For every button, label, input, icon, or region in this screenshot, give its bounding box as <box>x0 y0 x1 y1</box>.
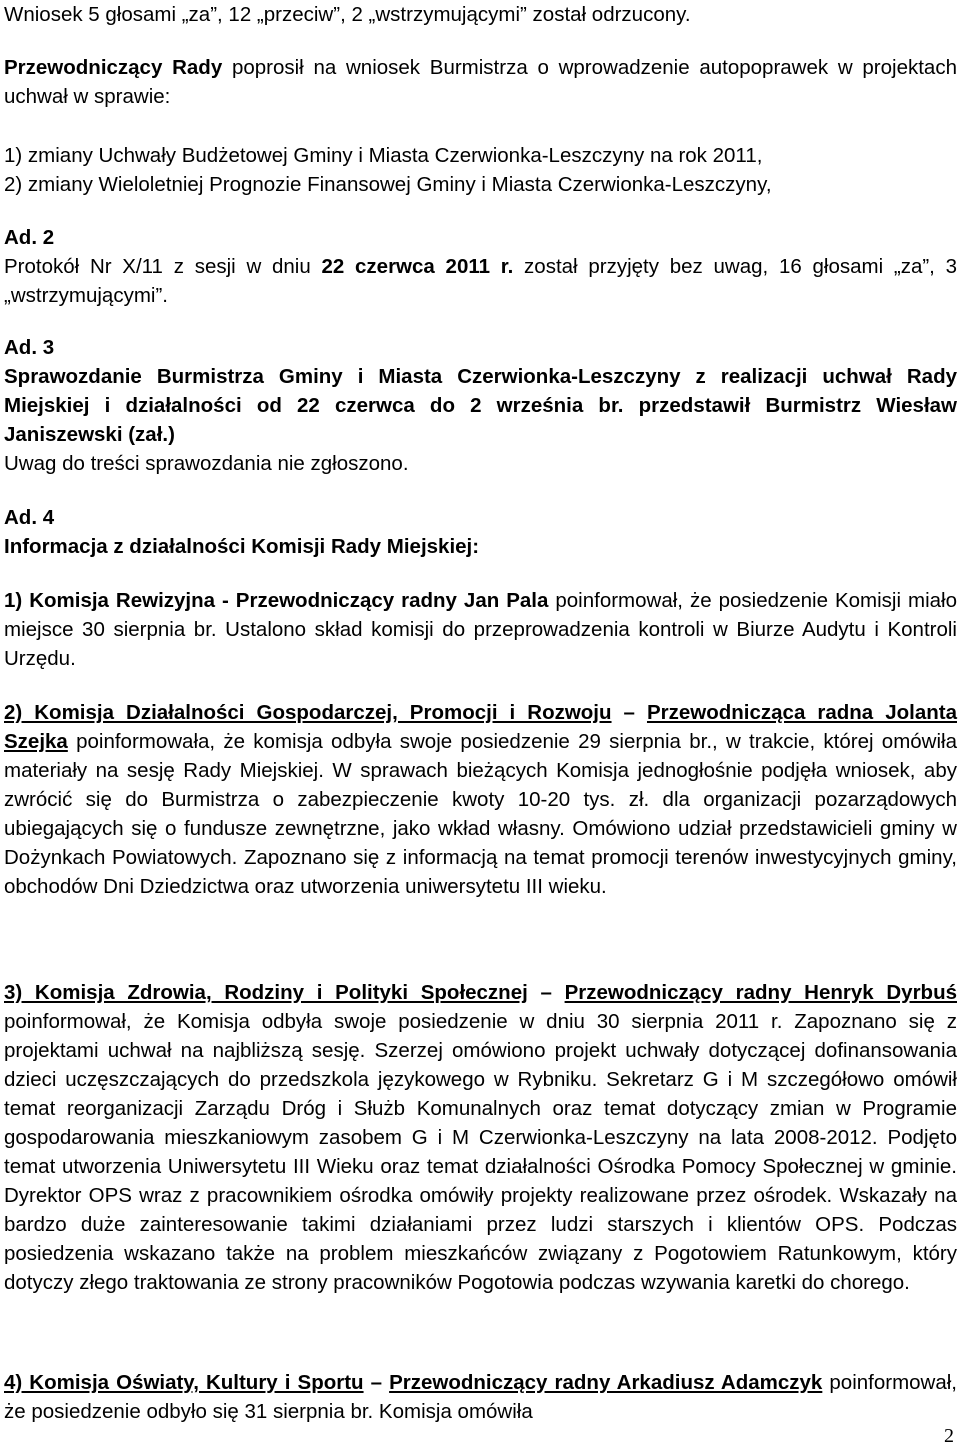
autopoprawki-text: poprosił na wniosek Burmistrza o wprowadzenie autopoprawek w projektach uchwał w sprawie: <box>4 56 957 108</box>
ad4-heading: Ad. 4 <box>4 506 55 529</box>
autopoprawki-paragraph <box>4 53 957 111</box>
list-item-1: 1) zmiany Uchwały Budżetowej Gminy i Miasta Czerwionka-Leszczyny na rok 2011, <box>4 144 763 167</box>
ad2-heading: Ad. 2 <box>4 226 55 249</box>
page-number: 2 <box>944 1425 954 1447</box>
commission-1-paragraph: 1) Komisja Rewizyjna - Przewodniczący radny Jan Pala poinformował, że posiedzenie Komisji miało miejsce 30 sierpnia br. Ustalono skład komisji do przeprowadzenia kontroli w Biurze Audytu i Kontroli Urzędu. <box>4 589 957 670</box>
ad2-paragraph: Protokół Nr X/11 z sesji w dniu 22 czerwca 2011 r. został przyjęty bez uwag, 16 głosami „za”, 3 „wstrzymującymi”. <box>4 255 958 307</box>
ad3-note: Uwag do treści sprawozdania nie zgłoszono. <box>4 452 409 475</box>
motion-result-text: Wniosek 5 głosami „za”, 12 „przeciw”, 2 „wstrzymującymi” został odrzucony. <box>4 3 691 26</box>
ad3-paragraph: Sprawozdanie Burmistrza Gminy i Miasta Czerwionka-Leszczyny z realizacji uchwał Rady Miejskiej i działalności od 22 czerwca do 2 września br. przedstawił Burmistrz Wiesław Janiszewski (zał.) <box>4 365 958 446</box>
list-item-2: 2) zmiany Wieloletniej Prognozie Finansowej Gminy i Miasta Czerwionka-Leszczyny, <box>4 173 772 196</box>
ad3-heading: Ad. 3 <box>4 336 55 359</box>
commission-3-paragraph: 3) Komisja Zdrowia, Rodziny i Polityki Społecznej – Przewodniczący radny Henryk Dyrbuś poinformował, że Komisja odbyła swoje posiedzenie w dniu 30 sierpnia 2011 r. Zapoznano się z projektami uchwał na najbliższą sesję. Szerzej omówiono projekt uchwały dotyczącej dofinansowania dzieci uczęszczających do przedszkola językowego w Rybniku. Sekretarz G i M szczegółowo omówił temat reorganizacji Zarządu Dróg i Służb Komunalnych oraz temat dotyczący zmian w Programie gospodarowania mieszkaniowym zasobem G i M Czerwionka-Leszczyny na lata 2008-2012. Podjęto temat utworzenia Uniwersytetu III Wieku oraz temat działalności Ośrodka Pomocy Społecznej w gminie. Dyrektor OPS wraz z pracownikiem ośrodka omówiły projekty realizowane przez ośrodek. Wskazały na bardzo duże zainteresowanie takimi działaniami przez ludzi starszych i klientów OPS. Podczas posiedzenia wskazano także na problem mieszkańców związany z Pogotowiem Ratunkowym, który dotyczy złego traktowania ze strony pracowników Pogotowia podczas wzywania karetki do chorego. <box>4 981 957 1294</box>
chairman-label: Przewodniczący Rady <box>4 56 223 79</box>
ad4-title: Informacja z działalności Komisji Rady Miejskiej: <box>4 535 480 558</box>
commission-2-paragraph: 2) Komisja Działalności Gospodarczej, Promocji i Rozwoju – Przewodnicząca radna Jolanta Szejka poinformowała, że komisja odbyła swoje posiedzenie 29 sierpnia br., w trakcie, której omówiła materiały na sesję Rady Miejskiej. W sprawach bieżących Komisja jednogłośnie podjęła wniosek, aby zwrócić się do Burmistrza o zabezpieczenie kwoty 10-20 tys. zł. dla organizacji pozarządowych ubiegających się o fundusze zewnętrzne, jako wkład własny. Omówiono udział przedstawicieli gminy w Dożynkach Powiatowych. Zapoznano się z informacją na temat promocji terenów inwestycyjnych gminy, obchodów Dni Dziedzictwa oraz utworzenia uniwersytetu III wieku. <box>4 701 957 898</box>
commission-4-paragraph: 4) Komisja Oświaty, Kultury i Sportu – Przewodniczący radny Arkadiusz Adamczyk poinformował, że posiedzenie odbyło się 31 sierpnia br. Komisja omówiła <box>4 1371 958 1423</box>
